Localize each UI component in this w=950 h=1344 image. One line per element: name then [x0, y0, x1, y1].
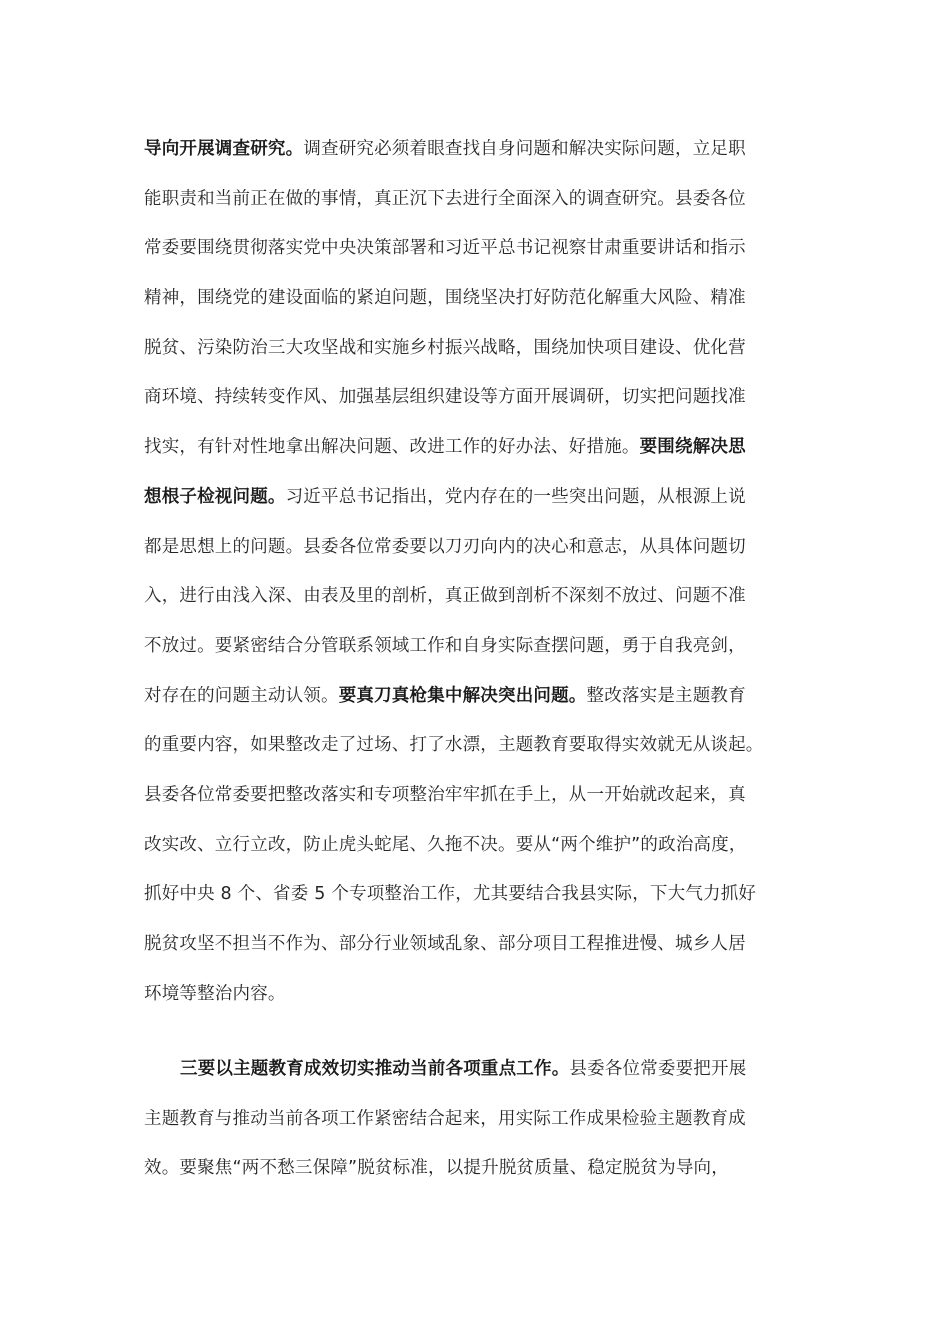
text-line: [144, 274, 806, 324]
bold-heading-text: 要围绕解决思: [639, 437, 746, 458]
text-line: [144, 175, 806, 225]
bold-heading-text: 想根子检视问题。: [144, 486, 286, 507]
body-text: 效。要聚焦“两不愁三保障”脱贫标准，以提升脱贫质量、稳定脱贫为导向，: [144, 1158, 729, 1179]
text-line: [144, 523, 806, 573]
body-text: 县委各位常委要把开展: [569, 1059, 747, 1079]
body-text: 脱贫攻坚不担当不作为、部分行业领域乱象、部分项目工程推进慢、城乡人居: [144, 934, 746, 954]
body-text: 环境等整治内容。: [144, 983, 286, 1004]
text-line: [144, 1095, 806, 1145]
bold-heading-text: 三要以主题教育成效切实推动当前各项重点工作。: [180, 1059, 570, 1079]
body-text: 常委要围绕贯彻落实党中央决策部署和习近平总书记视察甘肃重要讲话和指示: [144, 238, 746, 259]
paragraph-investigation: [144, 125, 806, 1019]
body-text: 都是思想上的问题。县委各位常委要以刀刃向内的决心和意志，从具体问题切: [144, 536, 746, 557]
body-text: 能职责和当前正在做的事情，真正沉下去进行全面深入的调查研究。县委各位: [144, 188, 746, 209]
body-text: 习近平总书记指出，党内存在的一些突出问题，从根源上说: [285, 486, 746, 507]
text-line: [144, 672, 806, 722]
body-text: 调查研究必须着眼查找自身问题和解决实际问题，立足职: [303, 139, 746, 159]
text-line: [144, 622, 806, 672]
text-line: [144, 821, 806, 871]
paragraph-key-work: [144, 1045, 806, 1194]
bold-heading-text: 要真刀真枪集中解决突出问题。: [338, 685, 587, 706]
text-line: [144, 771, 806, 821]
body-text: 的重要内容，如果整改走了过场、打了水漂，主题教育要取得实效就无从谈起。: [144, 735, 764, 756]
body-text: 脱贫、污染防治三大攻坚战和实施乡村振兴战略，围绕加快项目建设、优化营: [144, 337, 746, 358]
text-line: [144, 125, 806, 175]
body-text: 改实改、立行立改，防止虎头蛇尾、久拖不决。要从“两个维护”的政治高度，: [144, 834, 747, 855]
bold-heading-text: 导向开展调查研究。: [144, 139, 304, 159]
body-text: 不放过。要紧密结合分管联系领域工作和自身实际查摆问题，勇于自我亮剑，: [144, 635, 746, 656]
text-line: [144, 970, 806, 1020]
text-line: [144, 721, 806, 771]
text-line: [144, 473, 806, 523]
body-text: 找实，有针对性地拿出解决问题、改进工作的好办法、好措施。: [144, 437, 640, 458]
body-text: 入，进行由浅入深、由表及里的剖析，真正做到剖析不深刻不放过、问题不准: [144, 586, 746, 607]
text-line: [144, 1045, 806, 1095]
body-text: 精神，围绕党的建设面临的紧迫问题，围绕坚决打好防范化解重大风险、精准: [144, 288, 746, 309]
body-text: 整改落实是主题教育: [586, 685, 746, 706]
text-line: [144, 224, 806, 274]
body-text: 对存在的问题主动认领。: [144, 685, 339, 706]
text-line: [144, 373, 806, 423]
body-text: 主题教育与推动当前各项工作紧密结合起来，用实际工作成果检验主题教育成: [144, 1108, 746, 1129]
text-line: [144, 324, 806, 374]
text-line: [144, 572, 806, 622]
text-line: [144, 1144, 806, 1194]
text-line: [144, 870, 806, 920]
body-text: 商环境、持续转变作风、加强基层组织建设等方面开展调研，切实把问题找准: [144, 387, 746, 408]
text-line: [144, 423, 806, 473]
body-text: 抓好中央 8 个、省委 5 个专项整治工作，尤其要结合我县实际，下大气力抓好: [144, 884, 757, 905]
text-line: [144, 920, 806, 970]
body-text: 县委各位常委要把整改落实和专项整治牢牢抓在手上，从一开始就改起来，真: [144, 784, 746, 805]
